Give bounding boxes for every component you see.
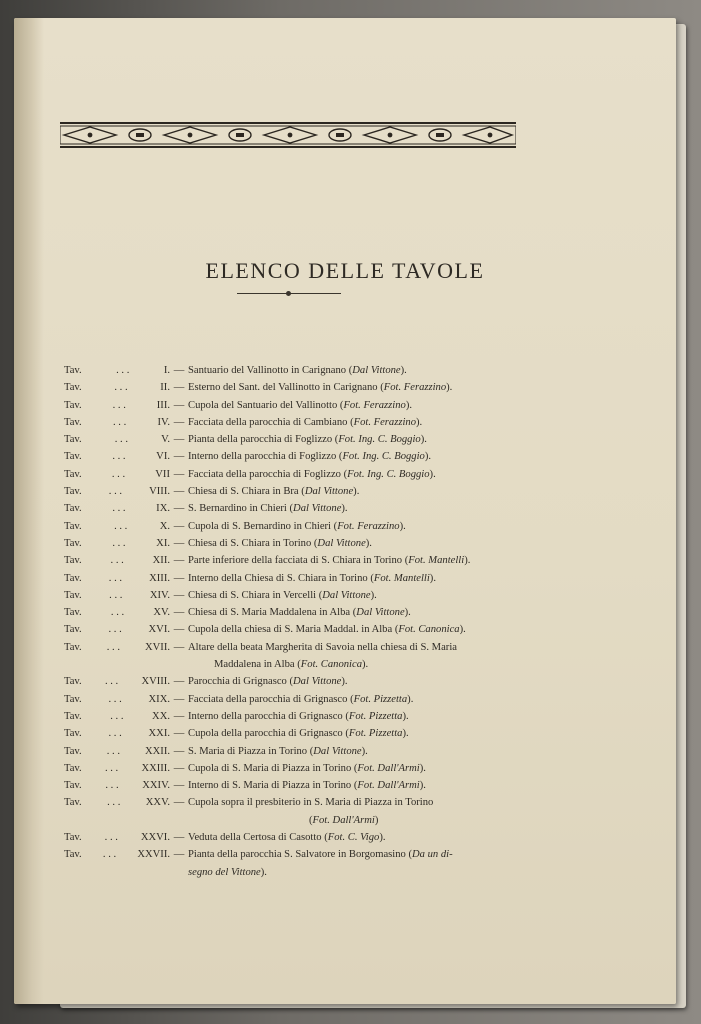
- plate-number: XVI.: [148, 624, 170, 636]
- continuation-text: (: [309, 814, 313, 826]
- dash-separator: —: [173, 676, 185, 688]
- description-end: ).: [362, 659, 369, 671]
- photo-credit: Fot. Pizzetta: [348, 728, 403, 740]
- plate-prefix: Tav.: [64, 745, 82, 757]
- dash-separator: —: [173, 537, 185, 549]
- description-end: ).: [459, 624, 466, 636]
- leader-dots: . . .: [104, 762, 119, 774]
- description-text: Facciata della parocchia di Foglizzo (: [188, 468, 348, 480]
- plate-number-label: [64, 587, 170, 604]
- leader-dots: . . .: [110, 607, 125, 619]
- page-gutter-shadow: [14, 18, 44, 1004]
- plate-prefix: Tav.: [64, 641, 82, 653]
- description-text: Pianta della parocchia di Foglizzo (: [188, 434, 339, 446]
- plate-prefix: Tav.: [64, 555, 82, 567]
- description-text: Parocchia di Grignasco (: [188, 676, 294, 688]
- plate-number: I.: [163, 365, 170, 376]
- dash-separator: —: [173, 520, 185, 532]
- plate-entry: [64, 691, 534, 708]
- plate-number: VII: [155, 468, 170, 480]
- leader-dots: . . .: [110, 710, 124, 722]
- plate-number-label: [64, 708, 170, 725]
- plate-entry: [64, 448, 534, 465]
- description-end: ).: [424, 451, 432, 463]
- book-page: [14, 18, 676, 1004]
- photo-credit: Fot. Ferazzino: [383, 382, 447, 394]
- description-text: Pianta della parocchia S. Salvatore in Borgomasino (: [188, 849, 412, 861]
- description-end: ).: [402, 710, 409, 722]
- description-text: Interno della parocchia di Grignasco (: [188, 710, 349, 722]
- plate-description: [188, 552, 534, 569]
- description-end: ).: [419, 762, 426, 774]
- plate-entry: [64, 604, 534, 621]
- plate-prefix: Tav.: [64, 728, 82, 740]
- leader-dots: . . .: [106, 641, 120, 653]
- description-text: S. Bernardino in Chieri (: [188, 503, 294, 515]
- dash-separator: —: [173, 607, 185, 619]
- plate-entry: [64, 466, 534, 483]
- plate-description: [188, 535, 534, 552]
- description-end: ).: [379, 832, 386, 844]
- description-end: ).: [446, 382, 453, 394]
- dash-separator: —: [173, 710, 185, 722]
- plate-number-label: [64, 829, 170, 846]
- plate-number-label: [64, 483, 170, 500]
- plate-entry-continuation: [64, 656, 534, 673]
- description-text: S. Maria di Piazza in Torino (: [188, 745, 314, 757]
- plate-number: XX.: [152, 710, 170, 722]
- description-end: ).: [429, 468, 436, 480]
- plate-number-label: [64, 397, 170, 414]
- leader-dots: . . .: [116, 365, 130, 376]
- plate-entry: [64, 639, 534, 656]
- description-text: Esterno del Sant. del Vallinotto in Carignano (: [188, 382, 384, 394]
- photo-credit: segno del Vittone: [188, 866, 261, 878]
- description-text: Cupola del Santuario del Vallinotto (: [188, 399, 344, 411]
- description-text: Chiesa di S. Maria Maddalena in Alba (: [188, 607, 357, 619]
- plate-description: [188, 829, 534, 846]
- plate-entry: [64, 846, 534, 863]
- plate-number-label: [64, 414, 170, 431]
- description-end: ).: [353, 486, 360, 498]
- plate-prefix: Tav.: [64, 762, 82, 774]
- description-end: ).: [420, 434, 427, 446]
- description-text: Altare della beata Margherita di Savoia nella chiesa di S. Maria: [188, 641, 457, 653]
- photo-credit: Fot. C. Vigo: [327, 832, 380, 844]
- photo-credit: Fot. Canonica: [300, 659, 363, 671]
- description-text: Cupola della chiesa di S. Maria Maddal. in Alba (: [188, 624, 399, 636]
- plate-number: XXI.: [148, 728, 170, 740]
- plate-number: XI.: [156, 537, 170, 549]
- leader-dots: . . .: [114, 434, 128, 446]
- plate-entry: [64, 518, 534, 535]
- dash-separator: —: [173, 572, 185, 584]
- description-text: Facciata della parocchia di Cambiano (: [188, 416, 354, 428]
- leader-dots: . . .: [114, 520, 128, 532]
- plate-number: VIII.: [149, 486, 170, 498]
- photo-credit: Dal Vittone: [304, 486, 354, 498]
- plate-number-label: [64, 794, 170, 811]
- leader-dots: . . .: [114, 382, 128, 394]
- description-end: ).: [429, 572, 436, 584]
- plate-number: XII.: [152, 555, 170, 567]
- photo-credit: Fot. Ing. C. Boggio: [347, 468, 430, 480]
- leader-dots: . . .: [108, 624, 122, 636]
- plate-description: [188, 431, 534, 448]
- plate-description: [188, 448, 534, 465]
- description-end: ).: [399, 520, 406, 532]
- plate-number: XIII.: [149, 572, 170, 584]
- dash-separator: —: [173, 797, 185, 809]
- plate-prefix: Tav.: [64, 676, 82, 688]
- description-end: ).: [407, 693, 414, 705]
- description-text: Santuario del Vallinotto in Carignano (: [188, 365, 353, 376]
- description-text: Cupola di S. Bernardino in Chieri (: [188, 520, 338, 532]
- plate-number: VI.: [156, 451, 170, 463]
- plate-prefix: Tav.: [64, 399, 82, 411]
- plate-entry: [64, 708, 534, 725]
- plate-number-label: [64, 500, 170, 517]
- plate-entry-continuation: [64, 864, 534, 881]
- dash-separator: —: [173, 832, 185, 844]
- plate-description: [188, 777, 534, 794]
- photo-credit: Dal Vittone: [313, 745, 362, 757]
- photo-credit: Dal Vittone: [356, 607, 405, 619]
- plate-prefix: Tav.: [64, 624, 82, 636]
- description-end: ).: [361, 745, 368, 757]
- plate-description: [188, 708, 534, 725]
- description-text: Chiesa di S. Chiara in Torino (: [188, 537, 318, 549]
- description-end: ).: [341, 676, 348, 688]
- plate-number-label: [64, 552, 170, 569]
- dash-separator: —: [173, 365, 185, 376]
- description-end: ).: [370, 589, 377, 601]
- description-end: ).: [416, 416, 423, 428]
- plate-number-label: [64, 570, 170, 587]
- photo-credit: Fot. Ing. C. Boggio: [338, 434, 421, 446]
- photo-credit: Fot. Dall'Armi: [312, 814, 375, 826]
- photo-credit: Fot. Canonica: [398, 624, 460, 636]
- plate-description: [188, 362, 534, 379]
- leader-dots: . . .: [111, 468, 126, 480]
- dash-separator: —: [173, 382, 185, 394]
- plate-prefix: Tav.: [64, 832, 82, 844]
- photo-credit: Dal Vittone: [317, 537, 366, 549]
- leader-dots: . . .: [112, 416, 127, 428]
- description-text: Cupola della parocchia di Grignasco (: [188, 728, 349, 740]
- plate-prefix: Tav.: [64, 797, 82, 809]
- plate-prefix: Tav.: [64, 589, 82, 601]
- plates-list: [64, 362, 534, 881]
- plate-description: [188, 483, 534, 500]
- plate-number: V.: [161, 434, 170, 446]
- description-text: Veduta della Certosa di Casotto (: [188, 832, 328, 844]
- dash-separator: —: [173, 503, 185, 515]
- photo-credit: Dal Vittone: [352, 365, 401, 376]
- plate-number: XIV.: [149, 589, 170, 601]
- description-text: Cupola sopra il presbiterio in S. Maria di Piazza in Torino: [188, 797, 434, 809]
- description-end: ).: [365, 537, 372, 549]
- dash-separator: —: [173, 486, 185, 498]
- plate-entry: [64, 587, 534, 604]
- plate-number-label: [64, 518, 170, 535]
- plate-description: [188, 725, 534, 742]
- plate-entry-continuation: [64, 812, 534, 829]
- plate-description: [188, 379, 534, 396]
- leader-dots: . . .: [108, 728, 122, 740]
- plate-prefix: Tav.: [64, 693, 82, 705]
- plate-prefix: Tav.: [64, 451, 82, 463]
- plate-entry: [64, 725, 534, 742]
- leader-dots: . . .: [110, 555, 124, 567]
- plate-entry: [64, 673, 534, 690]
- plate-description: [188, 743, 534, 760]
- description-text: Parte inferiore della facciata di S. Chiara in Torino (: [188, 555, 409, 567]
- plate-number-label: [64, 673, 170, 690]
- plate-description: [188, 794, 534, 811]
- plate-entry: [64, 760, 534, 777]
- plate-number: XXII.: [144, 745, 170, 757]
- description-text: Cupola di S. Maria di Piazza in Torino (: [188, 762, 358, 774]
- description-text: Interno della Chiesa di S. Chiara in Torino (: [188, 572, 374, 584]
- leader-dots: . . .: [104, 676, 119, 688]
- plate-description: [188, 604, 534, 621]
- dash-separator: —: [173, 728, 185, 740]
- leader-dots: . . .: [109, 589, 123, 601]
- plate-number-label: [64, 379, 170, 396]
- plate-prefix: Tav.: [64, 849, 82, 861]
- leader-dots: . . .: [104, 832, 118, 844]
- leader-dots: . . .: [107, 797, 121, 809]
- plate-prefix: Tav.: [64, 365, 82, 376]
- dash-separator: —: [173, 399, 185, 411]
- photo-credit: Da un di-: [411, 849, 453, 861]
- plate-number: XXIV.: [142, 780, 170, 792]
- plate-number-label: [64, 466, 170, 483]
- plate-number-label: [64, 535, 170, 552]
- plate-number: III.: [156, 399, 170, 411]
- plate-entry: [64, 829, 534, 846]
- plate-description: [188, 691, 534, 708]
- plate-entry: [64, 535, 534, 552]
- plate-number: X.: [159, 520, 170, 532]
- page-title: ELENCO DELLE TAVOLE: [205, 258, 485, 283]
- description-text: Interno di S. Maria di Piazza in Torino (: [188, 780, 358, 792]
- plate-number: XXVII.: [137, 849, 170, 861]
- photo-credit: Dal Vittone: [322, 589, 371, 601]
- dash-separator: —: [173, 849, 185, 861]
- photo-credit: Fot. Mantelli: [408, 555, 465, 567]
- plate-description: [188, 621, 534, 638]
- photo-credit: Fot. Ferazzino: [353, 416, 416, 428]
- leader-dots: . . .: [108, 572, 123, 584]
- plate-entry: [64, 552, 534, 569]
- plate-description: [188, 570, 534, 587]
- decorative-header-band: [60, 118, 516, 152]
- dash-separator: —: [173, 416, 185, 428]
- description-end: ).: [260, 866, 267, 878]
- plate-prefix: Tav.: [64, 710, 82, 722]
- plate-number: IX.: [156, 503, 170, 515]
- photo-credit: Fot. Pizzetta: [348, 710, 403, 722]
- plate-entry: [64, 794, 534, 811]
- leader-dots: . . .: [112, 537, 126, 549]
- plate-description: [188, 466, 534, 483]
- dash-separator: —: [173, 589, 185, 601]
- leader-dots: . . .: [112, 399, 126, 411]
- photo-credit: Fot. Mantelli: [373, 572, 430, 584]
- plate-number-label: [64, 725, 170, 742]
- plate-number-label: [64, 691, 170, 708]
- plate-entry: [64, 570, 534, 587]
- leader-dots: . . .: [112, 503, 126, 515]
- plate-entry: [64, 362, 534, 379]
- dash-separator: —: [173, 555, 185, 567]
- plate-entry: [64, 414, 534, 431]
- plate-number: XVIII.: [141, 676, 170, 688]
- plate-prefix: Tav.: [64, 434, 82, 446]
- description-end: ): [374, 814, 379, 826]
- plate-prefix: Tav.: [64, 537, 82, 549]
- plate-entry: [64, 743, 534, 760]
- plate-number-label: [64, 431, 170, 448]
- plate-description: [188, 760, 534, 777]
- description-text: Chiesa di S. Chiara in Bra (: [188, 486, 305, 498]
- photo-credit: Fot. Ing. C. Boggio: [342, 451, 425, 463]
- dash-separator: —: [173, 780, 185, 792]
- plate-prefix: Tav.: [64, 503, 82, 515]
- plate-prefix: Tav.: [64, 382, 82, 394]
- leader-dots: . . .: [105, 780, 119, 792]
- plate-description: [188, 673, 534, 690]
- dash-separator: —: [173, 762, 185, 774]
- description-text: Interno della parocchia di Foglizzo (: [188, 451, 343, 463]
- plate-entry: [64, 621, 534, 638]
- dash-separator: —: [173, 434, 185, 446]
- plate-prefix: Tav.: [64, 607, 82, 619]
- plate-entry: [64, 397, 534, 414]
- plate-number-label: [64, 604, 170, 621]
- description-end: ).: [341, 503, 348, 515]
- photo-credit: Fot. Ferazzino: [343, 399, 406, 411]
- dash-separator: —: [173, 468, 185, 480]
- plate-number-label: [64, 639, 170, 656]
- plate-number: XXV.: [145, 797, 170, 809]
- dash-separator: —: [173, 693, 185, 705]
- photo-credit: Fot. Ferazzino: [337, 520, 400, 532]
- description-text: Chiesa di S. Chiara in Vercelli (: [188, 589, 323, 601]
- plate-prefix: Tav.: [64, 572, 82, 584]
- plate-entry: [64, 483, 534, 500]
- plate-number: XXIII.: [141, 762, 170, 774]
- plate-description: [188, 414, 534, 431]
- plate-entry: [64, 777, 534, 794]
- plate-number: XVII.: [144, 641, 170, 653]
- photo-credit: Fot. Dall'Armi: [357, 780, 420, 792]
- plate-number-label: [64, 362, 170, 379]
- description-end: ).: [404, 607, 411, 619]
- dash-separator: —: [173, 641, 185, 653]
- plate-entry: [64, 379, 534, 396]
- dash-separator: —: [173, 451, 185, 463]
- plate-prefix: Tav.: [64, 780, 82, 792]
- plate-prefix: Tav.: [64, 520, 82, 532]
- plate-number-label: [64, 760, 170, 777]
- plate-number-label: [64, 777, 170, 794]
- plate-description: [188, 500, 534, 517]
- plate-number-label: [64, 621, 170, 638]
- leader-dots: . . .: [108, 693, 122, 705]
- dash-separator: —: [173, 745, 185, 757]
- plate-description: [188, 397, 534, 414]
- photo-credit: Dal Vittone: [293, 503, 342, 515]
- plate-prefix: Tav.: [64, 468, 82, 480]
- plate-entry: [64, 500, 534, 517]
- plate-number: XXVI.: [140, 832, 170, 844]
- plate-number: II.: [160, 382, 170, 394]
- plate-number: XV.: [153, 607, 170, 619]
- continuation-text: Maddalena in Alba (: [214, 659, 301, 671]
- plate-number-label: [64, 743, 170, 760]
- plate-description: [188, 846, 534, 863]
- plate-description: [188, 518, 534, 535]
- plate-prefix: Tav.: [64, 486, 82, 498]
- plate-number: IV.: [157, 416, 170, 428]
- description-text: Facciata della parocchia di Grignasco (: [188, 693, 354, 705]
- description-end: ).: [402, 728, 409, 740]
- photo-credit: Fot. Dall'Armi: [357, 762, 420, 774]
- dash-separator: —: [173, 624, 185, 636]
- plate-prefix: Tav.: [64, 416, 82, 428]
- plate-number-label: [64, 846, 170, 863]
- leader-dots: . . .: [106, 745, 120, 757]
- plate-number-label: [64, 448, 170, 465]
- plate-entry: [64, 431, 534, 448]
- description-end: ).: [464, 555, 471, 567]
- leader-dots: . . .: [112, 451, 126, 463]
- description-end: ).: [405, 399, 413, 411]
- photo-credit: Dal Vittone: [293, 676, 342, 688]
- photo-credit: Fot. Pizzetta: [353, 693, 408, 705]
- leader-dots: . . .: [108, 486, 123, 498]
- title-rule-ornament: [286, 291, 291, 296]
- plate-description: [188, 639, 534, 656]
- description-end: ).: [400, 365, 407, 376]
- plate-description: [188, 587, 534, 604]
- description-end: ).: [419, 780, 426, 792]
- plate-number: XIX.: [148, 693, 170, 705]
- leader-dots: . . .: [102, 849, 117, 861]
